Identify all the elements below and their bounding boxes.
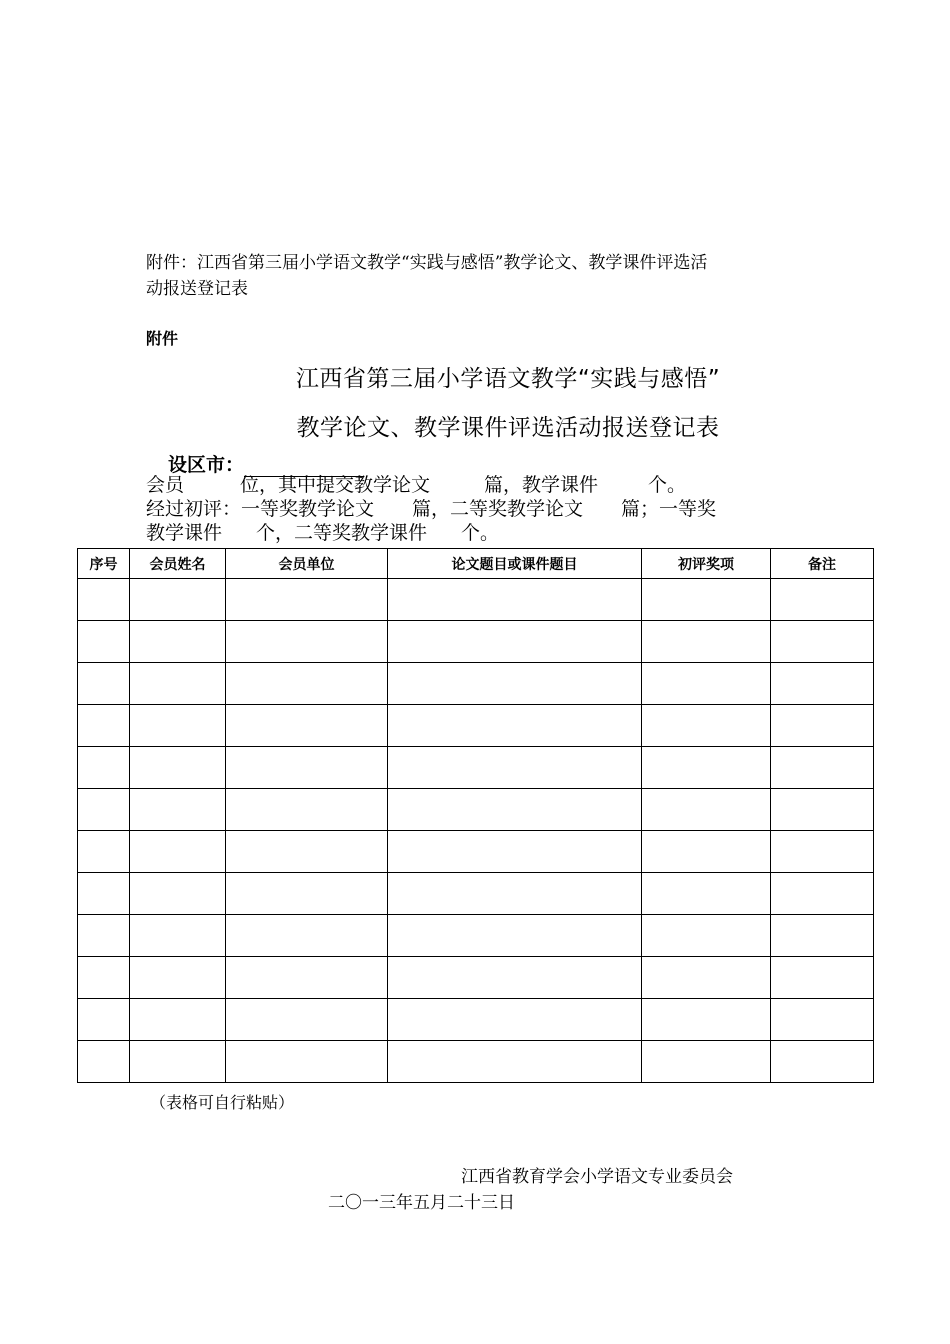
- table-cell[interactable]: [78, 705, 130, 747]
- summary-eval-line1: [146, 498, 716, 520]
- table-cell[interactable]: [388, 873, 642, 915]
- header-member-name: 会员姓名: [130, 549, 226, 579]
- attachment-note-line2: 动报送登记表: [146, 279, 248, 299]
- table-row: [78, 1041, 874, 1083]
- table-cell[interactable]: [771, 747, 874, 789]
- table-cell[interactable]: [388, 957, 642, 999]
- table-cell[interactable]: [642, 831, 771, 873]
- table-cell[interactable]: [130, 621, 226, 663]
- table-row: [78, 579, 874, 621]
- table-row: [78, 621, 874, 663]
- table-cell[interactable]: [226, 789, 388, 831]
- table-note: （表格可自行粘贴）: [150, 1093, 295, 1112]
- summary-members-line: [146, 474, 686, 496]
- table-cell[interactable]: [642, 621, 771, 663]
- summary-eval-mid2: 篇；一等奖: [621, 498, 717, 520]
- table-cell[interactable]: [78, 957, 130, 999]
- table-cell[interactable]: [78, 873, 130, 915]
- table-cell[interactable]: [388, 621, 642, 663]
- table-cell[interactable]: [388, 705, 642, 747]
- table-cell[interactable]: [130, 831, 226, 873]
- table-cell[interactable]: [388, 1041, 642, 1083]
- table-cell[interactable]: [226, 999, 388, 1041]
- table-cell[interactable]: [388, 915, 642, 957]
- table-cell[interactable]: [130, 705, 226, 747]
- table-cell[interactable]: [642, 957, 771, 999]
- table-row: [78, 915, 874, 957]
- header-remarks: 备注: [771, 549, 874, 579]
- table-cell[interactable]: [388, 789, 642, 831]
- table-cell[interactable]: [130, 1041, 226, 1083]
- table-cell[interactable]: [771, 705, 874, 747]
- table-cell[interactable]: [130, 663, 226, 705]
- table-cell[interactable]: [388, 831, 642, 873]
- table-cell[interactable]: [642, 747, 771, 789]
- table-cell[interactable]: [78, 831, 130, 873]
- table-row: [78, 831, 874, 873]
- table-row: [78, 999, 874, 1041]
- footer-date: 二〇一三年五月二十三日: [328, 1193, 515, 1213]
- table-row: [78, 663, 874, 705]
- table-row: [78, 789, 874, 831]
- table-cell[interactable]: [771, 999, 874, 1041]
- summary-members-prefix: 会员: [146, 474, 185, 496]
- table-cell[interactable]: [226, 873, 388, 915]
- summary-members-mid: 位，其中提交教学论文: [240, 474, 431, 496]
- summary-eval-line2-mid: 个，二等奖教学课件: [256, 522, 428, 544]
- table-cell[interactable]: [771, 789, 874, 831]
- form-title-line2: 教学论文、教学课件评选活动报送登记表: [296, 415, 720, 441]
- table-row: [78, 747, 874, 789]
- table-header-row: [78, 549, 874, 579]
- table-cell[interactable]: [771, 621, 874, 663]
- summary-members-end: 个。: [648, 474, 687, 496]
- table-cell[interactable]: [130, 747, 226, 789]
- table-cell[interactable]: [226, 663, 388, 705]
- table-cell[interactable]: [642, 705, 771, 747]
- table-cell[interactable]: [130, 579, 226, 621]
- attachment-label: 附件: [146, 329, 179, 348]
- summary-eval-line2-end: 个。: [461, 522, 500, 544]
- table-cell[interactable]: [226, 747, 388, 789]
- table-cell[interactable]: [78, 1041, 130, 1083]
- footer-organization: 江西省教育学会小学语文专业委员会: [461, 1167, 733, 1187]
- table-cell[interactable]: [642, 789, 771, 831]
- table-cell[interactable]: [226, 1041, 388, 1083]
- district-label: 设区市：: [168, 454, 245, 476]
- header-title: 论文题目或课件题目: [388, 549, 642, 579]
- table-cell[interactable]: [771, 579, 874, 621]
- table-cell[interactable]: [130, 789, 226, 831]
- table-row: [78, 705, 874, 747]
- table-cell[interactable]: [642, 915, 771, 957]
- table-cell[interactable]: [78, 621, 130, 663]
- summary-eval-line2: [146, 522, 499, 544]
- registration-table: [77, 548, 874, 1083]
- table-row: [78, 873, 874, 915]
- table-cell[interactable]: [771, 873, 874, 915]
- table-cell[interactable]: [642, 1041, 771, 1083]
- table-cell[interactable]: [226, 579, 388, 621]
- header-serial: 序号: [78, 549, 130, 579]
- table-cell[interactable]: [771, 957, 874, 999]
- table-cell[interactable]: [388, 663, 642, 705]
- attachment-note: [146, 250, 707, 302]
- header-member-unit: 会员单位: [226, 549, 388, 579]
- table-cell[interactable]: [226, 957, 388, 999]
- summary-eval-prefix: 经过初评：一等奖教学论文: [146, 498, 375, 520]
- table-cell[interactable]: [642, 579, 771, 621]
- table-cell[interactable]: [771, 1041, 874, 1083]
- form-title-line1: 江西省第三届小学语文教学“实践与感悟”: [295, 366, 721, 392]
- table-cell[interactable]: [130, 999, 226, 1041]
- table-cell[interactable]: [78, 915, 130, 957]
- table-cell[interactable]: [226, 621, 388, 663]
- table-cell[interactable]: [226, 915, 388, 957]
- table-cell[interactable]: [771, 831, 874, 873]
- table-cell[interactable]: [78, 747, 130, 789]
- attachment-note-line1: 附件：江西省第三届小学语文教学“实践与感悟”教学论文、教学课件评选活: [146, 253, 708, 273]
- table-cell[interactable]: [388, 747, 642, 789]
- table-cell[interactable]: [130, 915, 226, 957]
- table-cell[interactable]: [226, 705, 388, 747]
- table-cell[interactable]: [130, 957, 226, 999]
- table-cell[interactable]: [226, 831, 388, 873]
- summary-eval-mid1: 篇，二等奖教学论文: [412, 498, 584, 520]
- table-cell[interactable]: [642, 999, 771, 1041]
- table-row: [78, 957, 874, 999]
- table-cell[interactable]: [771, 915, 874, 957]
- summary-members-papers-unit: 篇，教学课件: [484, 474, 599, 496]
- table-cell[interactable]: [78, 999, 130, 1041]
- district-field: [168, 450, 364, 477]
- table-cell[interactable]: [388, 579, 642, 621]
- table-cell[interactable]: [642, 663, 771, 705]
- summary-eval-line2-prefix: 教学课件: [146, 522, 223, 544]
- table-cell[interactable]: [388, 999, 642, 1041]
- table-cell[interactable]: [642, 873, 771, 915]
- table-cell[interactable]: [78, 579, 130, 621]
- table-cell[interactable]: [78, 789, 130, 831]
- table-cell[interactable]: [771, 663, 874, 705]
- table-cell[interactable]: [130, 873, 226, 915]
- header-award: 初评奖项: [642, 549, 771, 579]
- table-cell[interactable]: [78, 663, 130, 705]
